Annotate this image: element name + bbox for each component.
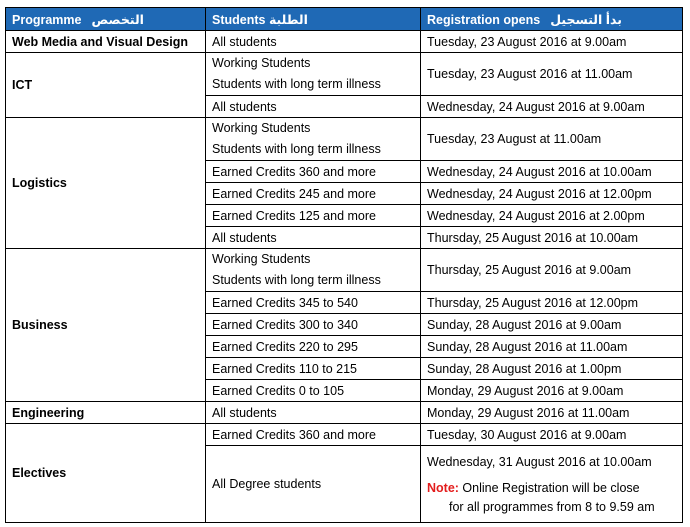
date-cell: Sunday, 28 August 2016 at 1.00pm	[421, 358, 683, 380]
students-line: Students with long term illness	[212, 273, 381, 287]
programme-electives: Electives	[6, 424, 206, 523]
registration-note	[427, 479, 676, 498]
students-cell	[206, 118, 421, 161]
date-cell: Wednesday, 24 August 2016 at 2.00pm	[421, 205, 683, 227]
date-cell: Thursday, 25 August 2016 at 9.00am	[421, 249, 683, 292]
date-cell: Monday, 29 August 2016 at 11.00am	[421, 402, 683, 424]
students-cell: All students	[206, 227, 421, 249]
students-cell	[206, 249, 421, 292]
students-cell	[206, 53, 421, 96]
note-label: Note:	[427, 480, 459, 495]
students-line: Students with long term illness	[212, 77, 381, 91]
programme-business: Business	[6, 249, 206, 402]
header-row	[6, 8, 683, 31]
date-cell: Tuesday, 23 August 2016 at 11.00am	[421, 53, 683, 96]
date-cell: Sunday, 28 August 2016 at 11.00am	[421, 336, 683, 358]
programme-ict: ICT	[6, 53, 206, 118]
table-row	[6, 31, 683, 53]
date-cell	[421, 446, 683, 523]
header-students	[206, 8, 421, 31]
header-registration-label: Registration opens	[427, 12, 541, 27]
header-programme-arabic: التخصص	[91, 12, 144, 27]
students-cell: Earned Credits 300 to 340	[206, 314, 421, 336]
table-row	[6, 424, 683, 446]
students-line: Working Students	[212, 121, 311, 135]
students-cell: Earned Credits 360 and more	[206, 424, 421, 446]
students-line: Working Students	[212, 56, 311, 70]
date-cell: Thursday, 25 August 2016 at 10.00am	[421, 227, 683, 249]
students-cell: Earned Credits 360 and more	[206, 161, 421, 183]
students-line: Students with long term illness	[212, 142, 381, 156]
students-cell: All students	[206, 402, 421, 424]
date-cell: Thursday, 25 August 2016 at 12.00pm	[421, 292, 683, 314]
programme-logistics: Logistics	[6, 118, 206, 249]
header-registration	[421, 8, 683, 31]
header-programme	[6, 8, 206, 31]
students-cell: Earned Credits 245 and more	[206, 183, 421, 205]
note-text: Online Registration will be close	[458, 480, 640, 495]
header-students-label: Students	[212, 12, 266, 27]
students-cell: Earned Credits 125 and more	[206, 205, 421, 227]
table-row	[6, 53, 683, 96]
students-cell: All students	[206, 31, 421, 53]
students-cell: Earned Credits 0 to 105	[206, 380, 421, 402]
date-cell: Wednesday, 24 August 2016 at 10.00am	[421, 161, 683, 183]
date-cell: Sunday, 28 August 2016 at 9.00am	[421, 314, 683, 336]
date-cell: Wednesday, 24 August 2016 at 12.00pm	[421, 183, 683, 205]
table-row	[6, 118, 683, 161]
date-cell: Tuesday, 23 August 2016 at 9.00am	[421, 31, 683, 53]
date-cell: Tuesday, 30 August 2016 at 9.00am	[421, 424, 683, 446]
table-row	[6, 402, 683, 424]
students-cell: Earned Credits 345 to 540	[206, 292, 421, 314]
date-line: Wednesday, 31 August 2016 at 10.00am	[427, 454, 652, 469]
date-cell: Tuesday, 23 August at 11.00am	[421, 118, 683, 161]
table-row	[6, 249, 683, 292]
date-cell: Wednesday, 24 August 2016 at 9.00am	[421, 96, 683, 118]
registration-schedule-table	[5, 7, 683, 523]
header-students-arabic: الطلبة	[268, 12, 308, 27]
note-text-continued: for all programmes from 8 to 9.59 am	[449, 499, 655, 514]
programme-engineering: Engineering	[6, 402, 206, 424]
header-registration-arabic: بدأ التسجيل	[550, 12, 622, 27]
students-cell: All students	[206, 96, 421, 118]
date-cell: Monday, 29 August 2016 at 9.00am	[421, 380, 683, 402]
students-cell: Earned Credits 110 to 215	[206, 358, 421, 380]
header-programme-label: Programme	[12, 12, 82, 27]
students-cell: All Degree students	[206, 446, 421, 523]
students-cell: Earned Credits 220 to 295	[206, 336, 421, 358]
students-line: Working Students	[212, 252, 311, 266]
programme-web-media: Web Media and Visual Design	[6, 31, 206, 53]
